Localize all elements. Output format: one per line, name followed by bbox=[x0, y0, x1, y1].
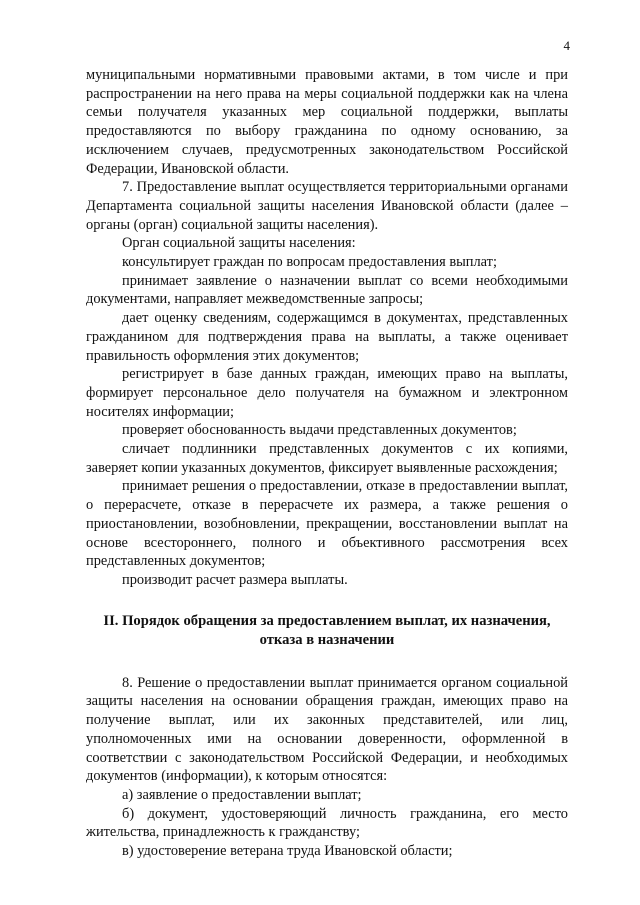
paragraph-13: б) документ, удостоверяющий личность гражданина, его место жительства, принадлежность к гражданству; bbox=[86, 805, 568, 841]
paragraph-6: регистрирует в базе данных граждан, имеющих право на выплаты, формирует персональное дело получателя на бумажном и электронном носителях информации; bbox=[86, 366, 568, 420]
paragraph-7: проверяет обоснованность выдачи представленных документов; bbox=[122, 422, 517, 439]
section-ii-body bbox=[86, 674, 568, 861]
paragraph-14: в) удостоверение ветерана труда Ивановской области; bbox=[122, 843, 453, 860]
document-body bbox=[86, 66, 568, 861]
paragraph-1: 7. Предоставление выплат осуществляется территориальными органами Департамента социальной защиты населения Ивановской области (далее – органы (орган) социальной защиты населения). bbox=[86, 179, 568, 233]
section-heading-line-2: отказа в назначении bbox=[259, 631, 395, 648]
paragraph-12: а) заявление о предоставлении выплат; bbox=[122, 786, 362, 803]
paragraph-10: производит расчет размера выплаты. bbox=[122, 571, 348, 588]
section-i-continuation bbox=[86, 66, 568, 590]
paragraph-9: принимает решения о предоставлении, отказе в предоставлении выплат, о перерасчете, отказе в перерасчете их размера, а также решения о приостановлении, возобновлении, прекращении, восстановлении выплат на основе всестороннего, полного и объективного рассмотрения всех представленных документов; bbox=[86, 478, 568, 570]
paragraph-3: консультирует граждан по вопросам предоставления выплат; bbox=[122, 254, 497, 271]
paragraph-0: муниципальными нормативными правовыми актами, в том числе и при распространении на него права на меры социальной поддержки как на члена семьи получателя указанных мер социальной поддержки, выплаты предоставляются по выбору гражданина по одному основанию, за исключением случаев, предусмотренных законодательством Российской Федерации, Ивановской области. bbox=[86, 67, 568, 177]
paragraph-8: сличает подлинники представленных документов с их копиями, заверяет копии указанных документов, фиксирует выявленные расхождения; bbox=[86, 441, 568, 476]
section-heading-line-1: II. Порядок обращения за предоставлением выплат, их назначения, bbox=[103, 612, 551, 629]
paragraph-5: дает оценку сведениям, содержащимся в документах, представленных гражданином для подтверждения права на выплаты, а также оценивает правильность оформления этих документов; bbox=[86, 310, 568, 364]
page-number: 4 bbox=[563, 38, 570, 53]
paragraph-4: принимает заявление о назначении выплат со всеми необходимыми документами, направляет межведомственные запросы; bbox=[86, 272, 568, 308]
section-heading bbox=[86, 612, 568, 650]
paragraph-2: Орган социальной защиты населения: bbox=[122, 235, 356, 252]
paragraph-11: 8. Решение о предоставлении выплат принимается органом социальной защиты населения на основании обращения граждан, имеющих право на получение выплат, или их законных представителей, или лиц, уполномоченных ими на основании доверенности, оформленной в соответствии с законодательством Российской Федерации, и необходимых документов (информации), к которым относятся: bbox=[86, 674, 568, 785]
